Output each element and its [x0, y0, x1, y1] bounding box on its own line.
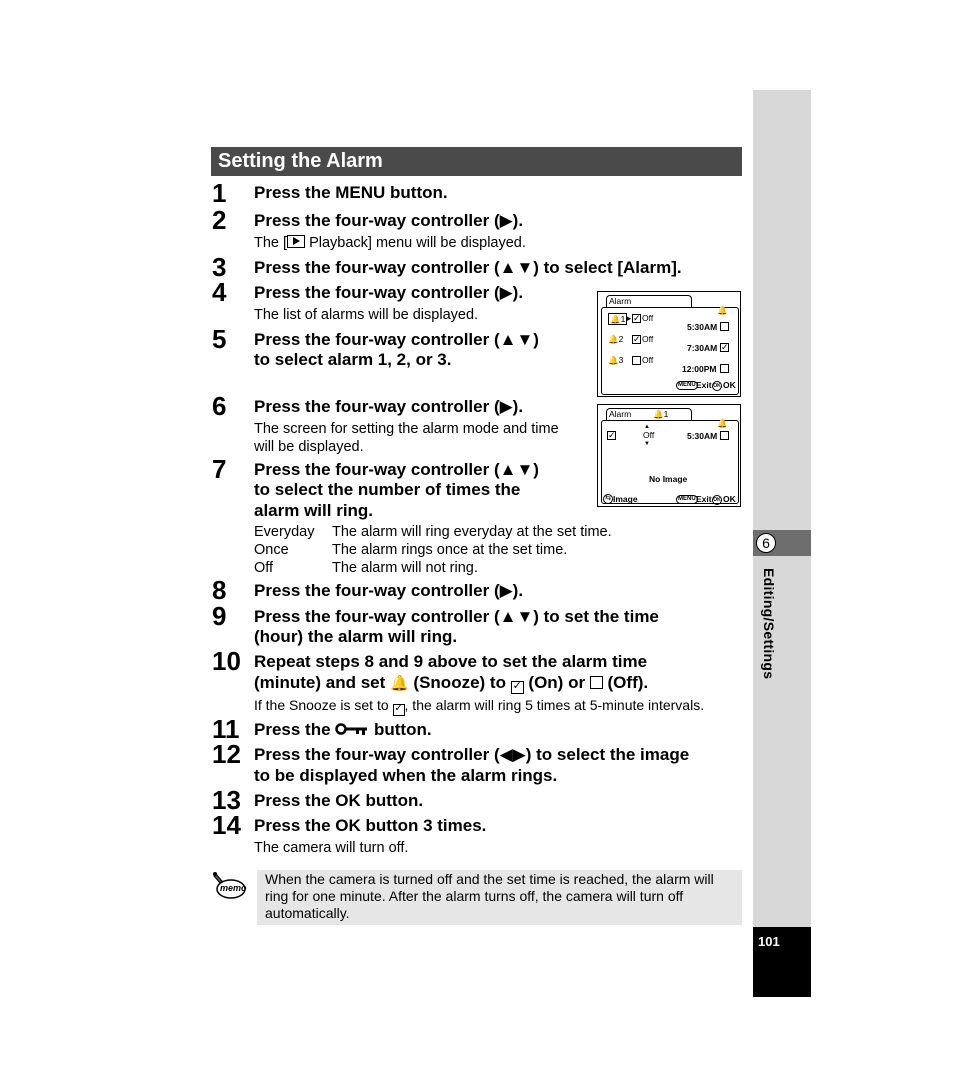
image-label: Image [613, 494, 638, 504]
alarm-list-screen [597, 291, 741, 397]
step-text: Press the four-way controller (◀▶) to select the image [254, 745, 690, 764]
step-note: The camera will turn off. [254, 840, 409, 856]
alarm-id: 🔔1 [653, 409, 669, 419]
step-text: Press the four-way controller (▶). [254, 283, 524, 302]
snooze-icon: 🔔 [717, 418, 728, 428]
step-text: Press the four-way controller (▲▼) to set the time [254, 607, 659, 626]
checked-box-icon: ✓ [633, 313, 641, 323]
step-text: Press the MENU button. [254, 183, 448, 202]
screen-tab-label: Alarm [609, 409, 632, 419]
empty-box-icon [632, 356, 641, 365]
alarm-row-3-id: 🔔3 [608, 355, 624, 365]
empty-box-icon [720, 364, 729, 373]
step-number: 5 [212, 324, 227, 354]
chapter-number: 6 [756, 533, 776, 553]
checked-box-icon: ✓ [721, 342, 729, 352]
alarm-row-2-state: Off [642, 334, 654, 344]
option-name: Off [254, 560, 274, 576]
screen-tab-label: Alarm [609, 296, 632, 306]
step-number: 7 [212, 454, 227, 484]
arrow-down-icon: ▼ [644, 441, 650, 447]
step-note: The screen for setting the alarm mode and time [254, 421, 559, 437]
step-number: 1 [212, 178, 227, 208]
memo-text: When the camera is turned off and the set time is reached, the alarm will ring for one minute. After the alarm turns off, the camera will turn off automatically. [265, 871, 714, 921]
selection-arrow-icon: ▸ [627, 313, 632, 323]
step-note: The list of alarms will be displayed. [254, 307, 479, 323]
step-text: Press the button. [254, 720, 432, 739]
step-number: 9 [212, 601, 227, 631]
step-text: Press the OK button 3 times. [254, 816, 487, 835]
checked-box-icon: ✓ [633, 334, 641, 344]
step-number: 2 [212, 205, 227, 235]
checked-box-icon: ✓ [394, 703, 403, 714]
ok-label: OK [723, 380, 736, 390]
arrow-up-icon: ▲ [644, 424, 650, 430]
option-desc: The alarm will not ring. [332, 560, 478, 576]
alarm-row-3-time: 12:00PM [682, 364, 717, 374]
ok-label: OK [723, 494, 736, 504]
empty-box-icon [590, 676, 603, 689]
alarm-row-2-time: 7:30AM [687, 343, 718, 353]
alarm-row-1-state: Off [642, 313, 654, 323]
exit-label: Exit [696, 494, 712, 504]
empty-box-icon [720, 431, 729, 440]
step-text: Press the four-way controller (▲▼) to select [Alarm]. [254, 258, 682, 277]
page-number: 101 [758, 934, 780, 949]
step-number: 10 [212, 646, 241, 676]
step-number: 3 [212, 252, 227, 282]
ok-button-icon: OK [713, 497, 721, 503]
step-number: 11 [212, 714, 240, 744]
step-text: to select alarm 1, 2, or 3. [254, 350, 452, 369]
section-title: Setting the Alarm [218, 150, 383, 172]
step-text: alarm will ring. [254, 501, 374, 520]
empty-box-icon [720, 322, 729, 331]
alarm-row-2-id: 🔔2 [608, 334, 624, 344]
alarm-setting-screen [597, 404, 741, 507]
step-text: Press the four-way controller (▲▼) [254, 330, 539, 349]
step-number: 6 [212, 391, 227, 421]
step-text: to be displayed when the alarm rings. [254, 766, 558, 785]
snooze-icon: 🔔 [717, 305, 728, 315]
step-text: Press the four-way controller (▶). [254, 211, 524, 230]
memo-icon-label: memo [220, 883, 247, 893]
step-note: The [ Playback] menu will be displayed. [254, 235, 526, 251]
step-text: (minute) and set 🔔 (Snooze) to ✓ (On) or (Off). [254, 673, 649, 692]
step-number: 8 [212, 575, 227, 605]
no-image-label: No Image [649, 474, 688, 484]
step-text: Press the four-way controller (▶). [254, 581, 524, 600]
checked-box-icon: ✓ [512, 680, 522, 692]
step-text: Repeat steps 8 and 9 above to set the alarm time [254, 652, 648, 671]
step-text: Press the four-way controller (▲▼) [254, 460, 539, 479]
option-name: Everyday [254, 524, 315, 540]
alarm-row-3-state: Off [642, 355, 654, 365]
menu-button-icon: MENU [678, 496, 696, 502]
step-note: If the Snooze is set to ✓ , the alarm will ring 5 times at 5-minute intervals. [254, 697, 705, 714]
step-text: to select the number of times the [254, 480, 521, 499]
exit-label: Exit [696, 380, 712, 390]
step-number: 4 [212, 277, 227, 307]
playback-icon [287, 235, 305, 248]
step-text: Press the OK button. [254, 791, 424, 810]
step-note: will be displayed. [254, 439, 364, 455]
checked-box-icon: ✓ [608, 430, 616, 440]
step-text: Press the four-way controller (▶). [254, 397, 524, 416]
step-number: 14 [212, 810, 241, 840]
step-number: 12 [212, 739, 241, 769]
snooze-icon: 🔔 [390, 675, 409, 692]
key-icon [335, 722, 369, 736]
ok-button-icon: OK [713, 383, 721, 389]
alarm-time: 5:30AM [687, 431, 718, 441]
option-desc: The alarm rings once at the set time. [332, 542, 568, 558]
step-number: 13 [212, 785, 241, 815]
controller-icon: ⇆ [603, 494, 613, 504]
alarm-row-1-id: 🔔1 [610, 314, 626, 324]
option-desc: The alarm will ring everyday at the set time. [332, 524, 612, 540]
memo-icon [212, 871, 246, 903]
alarm-state: Off [643, 430, 655, 440]
alarm-row-1-time: 5:30AM [687, 322, 718, 332]
chapter-label: Editing/Settings [761, 568, 777, 680]
option-name: Once [254, 542, 289, 558]
menu-button-icon: MENU [678, 382, 696, 388]
step-text: (hour) the alarm will ring. [254, 627, 458, 646]
